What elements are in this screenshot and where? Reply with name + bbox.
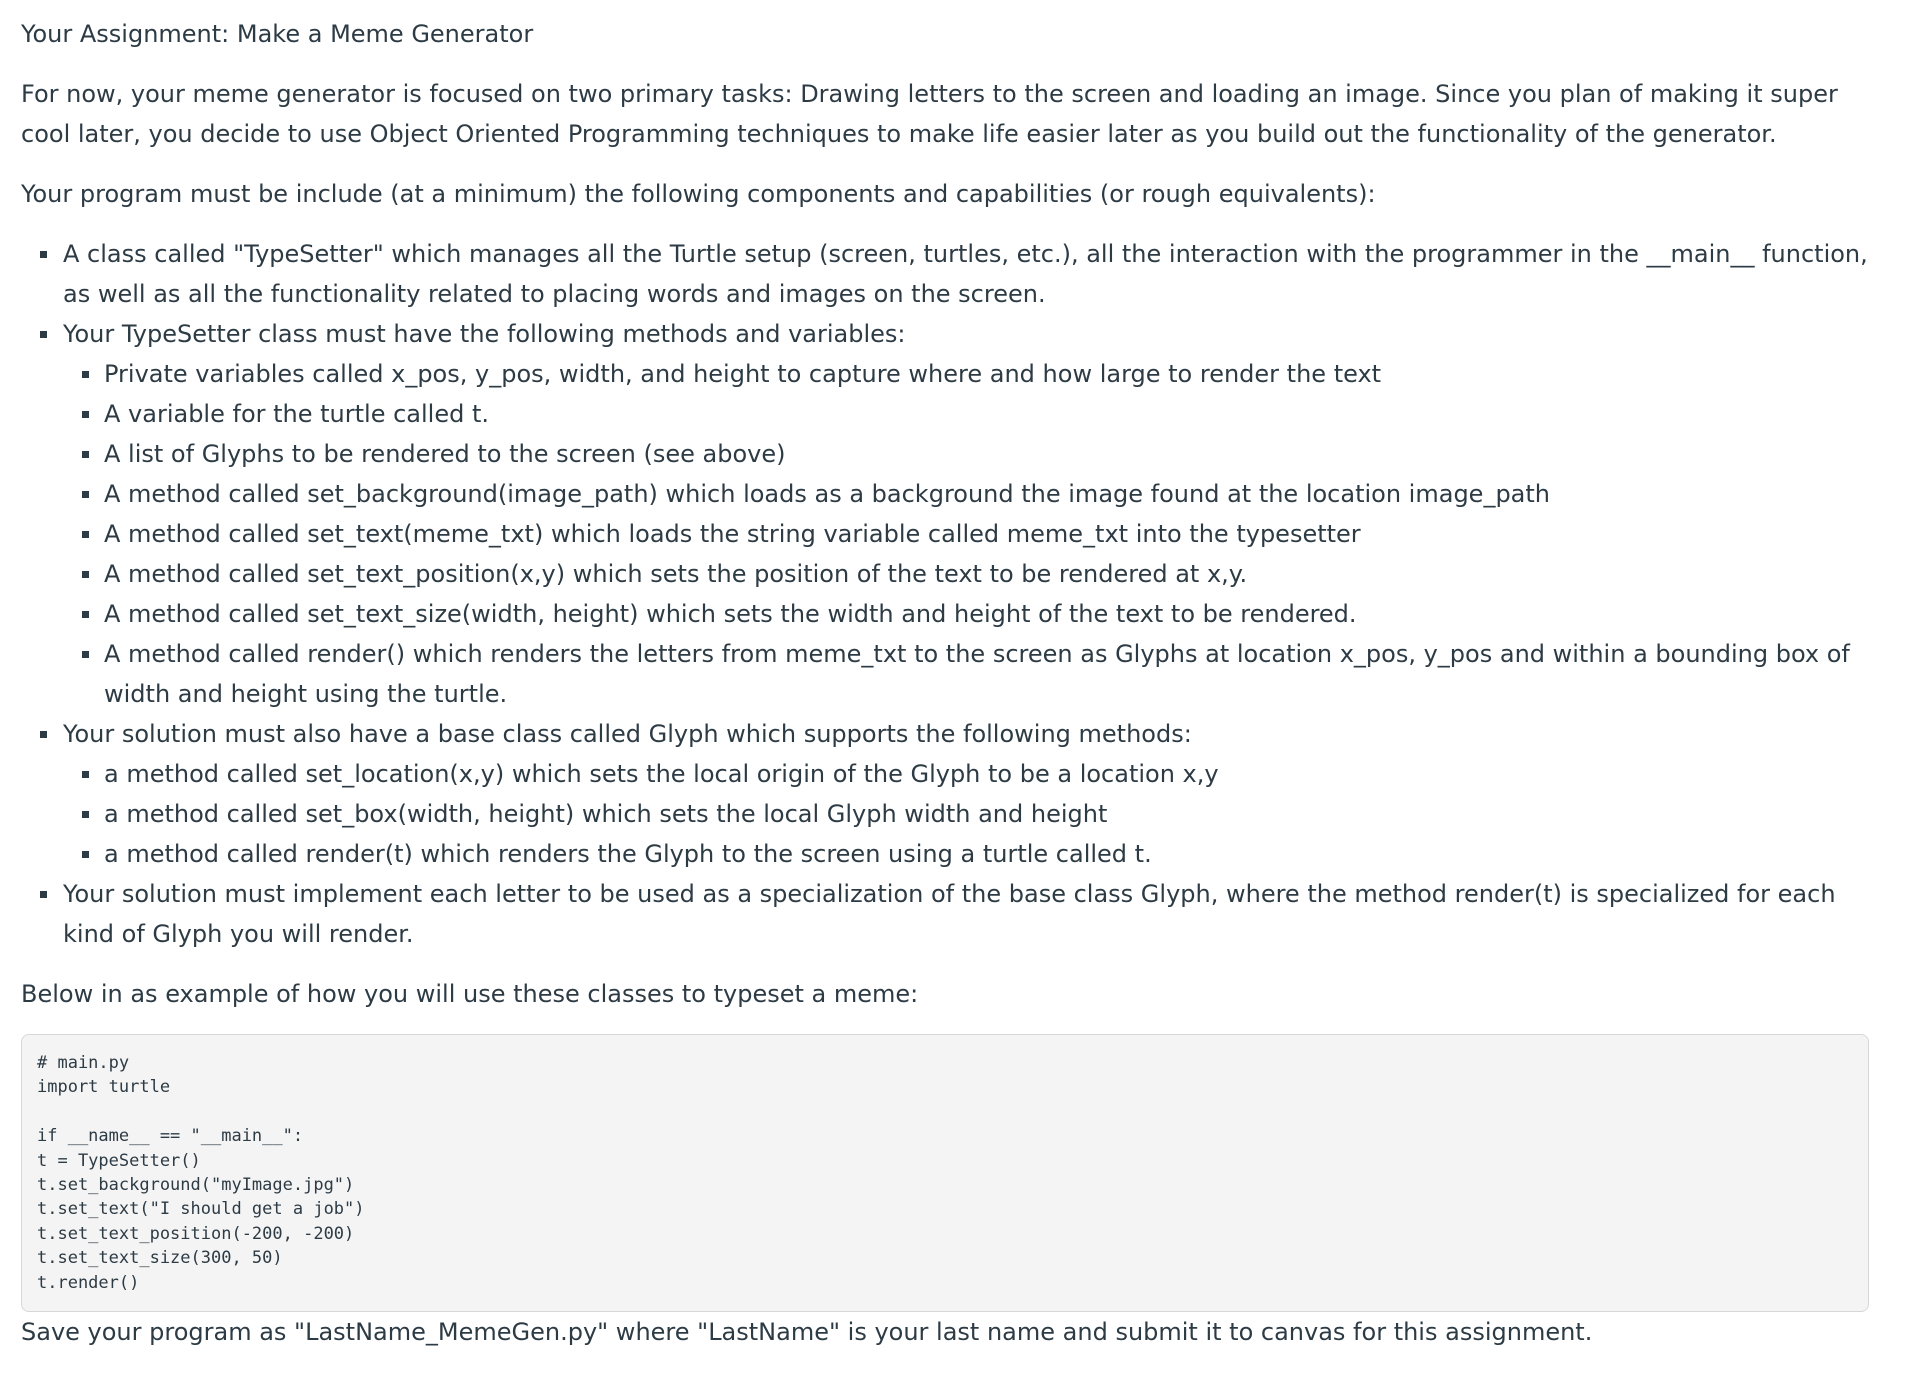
code-line: t.render() [37,1272,140,1293]
code-line [37,1100,1853,1124]
code-line: t.set_text_size(300, 50) [37,1248,283,1269]
requirement-glyph-specialization [21,874,1891,954]
code-line: t.set_text("I should get a job") [37,1199,365,1220]
code-example [21,1034,1869,1312]
requirements-intro: Your program must be include (at a minimum) the following components and capabilities (or rough equivalents): [21,180,1376,208]
list-item: A method called set_background(image_path) which loads as a background the image found at the location image_path [63,474,1891,514]
list-item: a method called set_box(width, height) which sets the local Glyph width and height [63,794,1891,834]
requirement-text: A class called "TypeSetter" which manages all the Turtle setup (screen, turtles, etc.), all the interaction with the programmer in the __main__ function, as well as all the functionality related to placing words and images on the screen. [63,240,1868,308]
requirement-text: Your TypeSetter class must have the following methods and variables: [63,320,906,348]
code-line: import turtle [37,1077,171,1098]
code-line: t.set_text_position(-200, -200) [37,1223,355,1244]
requirement-text: Your solution must implement each letter to be used as a specialization of the base class Glyph, where the method render(t) is specialized for each kind of Glyph you will render. [63,880,1836,948]
list-item: A method called set_text(meme_txt) which loads the string variable called meme_txt into the typesetter [63,514,1891,554]
requirement-text: Your solution must also have a base class called Glyph which supports the following methods: [63,720,1192,748]
list-item: A list of Glyphs to be rendered to the screen (see above) [63,434,1891,474]
closing-paragraph: Save your program as "LastName_MemeGen.py" where "LastName" is your last name and submit it to canvas for this assignment. [21,1318,1593,1347]
glyph-methods-list [63,754,1891,874]
code-line: # main.py [37,1053,130,1073]
example-intro: Below in as example of how you will use these classes to typeset a meme: [21,980,919,1008]
code-line: t.set_background("myImage.jpg") [37,1175,355,1196]
list-item: Private variables called x_pos, y_pos, width, and height to capture where and how large to render the text [63,354,1891,394]
assignment-content [21,14,1891,1352]
page-title: Your Assignment: Make a Meme Generator [21,20,534,48]
list-item: a method called set_location(x,y) which sets the local origin of the Glyph to be a location x,y [63,754,1891,794]
code-line: t = TypeSetter() [37,1150,201,1171]
list-item: A method called set_text_size(width, height) which sets the width and height of the text to be rendered. [63,594,1891,634]
intro-paragraph: For now, your meme generator is focused on two primary tasks: Drawing letters to the screen and loading an image. Since you plan of making it super cool later, you decide to use Object Oriented Programming techniques to make life easier later as you build out the functionality of the generator. [21,80,1838,148]
list-item: a method called render(t) which renders the Glyph to the screen using a turtle called t. [63,834,1891,874]
requirement-glyph-class [21,714,1891,874]
typesetter-members-list [63,354,1891,714]
requirement-typesetter-members [21,314,1891,714]
code-line: if __name__ == "__main__": [37,1126,304,1147]
list-item: A variable for the turtle called t. [63,394,1891,434]
list-item: A method called set_text_position(x,y) which sets the position of the text to be rendered at x,y. [63,554,1891,594]
requirements-list [21,234,1891,954]
requirement-typesetter-class [21,234,1891,314]
list-item: A method called render() which renders the letters from meme_txt to the screen as Glyphs at location x_pos, y_pos and within a bounding box of width and height using the turtle. [63,634,1891,714]
